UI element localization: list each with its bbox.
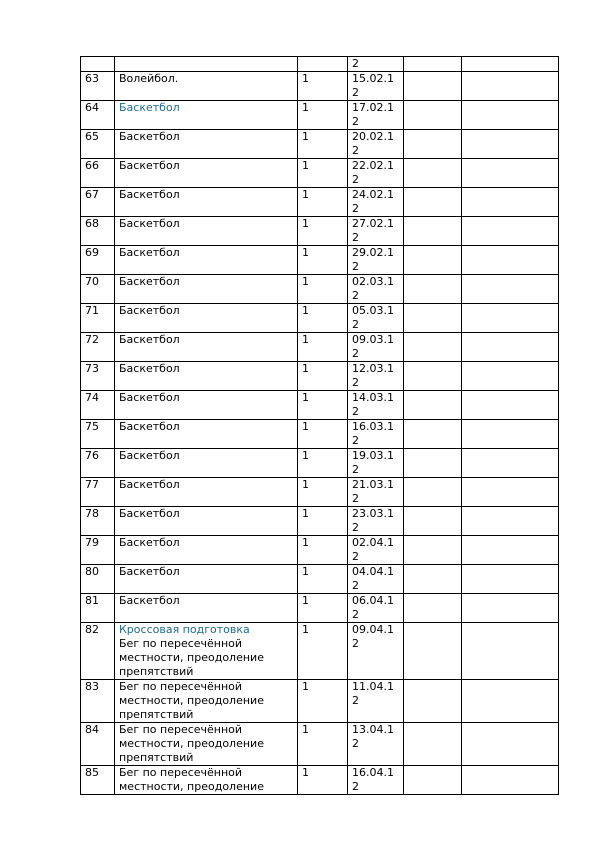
lesson-number [81,57,115,72]
actual-date-cell [404,304,462,333]
lesson-date: 11.04.12 [348,680,404,723]
lesson-number: 76 [81,449,115,478]
lesson-subject: Бег по пересечённой местности, преодоление препятствий [119,723,264,764]
table-body [81,57,559,795]
table-row [81,507,559,536]
lesson-hours: 1 [298,188,348,217]
lesson-date: 09.03.12 [348,333,404,362]
lesson-subject: Баскетбол [119,391,180,404]
lesson-number: 67 [81,188,115,217]
lesson-number: 73 [81,362,115,391]
lesson-subject: Баскетбол [119,507,180,520]
lesson-date: 22.02.12 [348,159,404,188]
actual-date-cell [404,391,462,420]
section-heading: Кроссовая подготовка [119,623,250,636]
actual-date-cell [404,536,462,565]
lesson-date: 13.04.12 [348,723,404,766]
lesson-subject: Бег по пересечённой местности, преодоление препятствий [119,637,264,678]
table-row [81,130,559,159]
lesson-number: 63 [81,72,115,101]
table-row [81,101,559,130]
lesson-hours: 1 [298,594,348,623]
lesson-number: 70 [81,275,115,304]
table-row [81,333,559,362]
lesson-subject-cell [115,304,298,333]
table-row [81,159,559,188]
table-row [81,217,559,246]
lesson-subject: Баскетбол [119,449,180,462]
notes-cell [462,507,559,536]
lesson-date: 19.03.12 [348,449,404,478]
lesson-subject: Бег по пересечённой местности, преодоление препятствий [119,680,264,721]
lesson-date: 24.02.12 [348,188,404,217]
table-row [81,723,559,766]
lesson-number: 78 [81,507,115,536]
notes-cell [462,766,559,795]
actual-date-cell [404,159,462,188]
lesson-subject: Баскетбол [119,246,180,259]
lesson-hours: 1 [298,362,348,391]
actual-date-cell [404,680,462,723]
table-row [81,536,559,565]
notes-cell [462,72,559,101]
lesson-hours: 1 [298,72,348,101]
lesson-number: 84 [81,723,115,766]
lesson-number: 74 [81,391,115,420]
actual-date-cell [404,130,462,159]
lesson-number: 82 [81,623,115,680]
actual-date-cell [404,57,462,72]
lesson-hours: 1 [298,766,348,795]
table-row [81,478,559,507]
lesson-number: 75 [81,420,115,449]
lesson-subject: Баскетбол [119,594,180,607]
lesson-number: 85 [81,766,115,795]
lesson-number: 79 [81,536,115,565]
lesson-subject: Баскетбол [119,130,180,143]
lesson-date: 02.04.12 [348,536,404,565]
lesson-subject: Баскетбол [119,362,180,375]
lesson-subject: Баскетбол [119,565,180,578]
table-row [81,362,559,391]
notes-cell [462,304,559,333]
lesson-subject-cell [115,72,298,101]
notes-cell [462,188,559,217]
table-row [81,275,559,304]
lesson-number: 68 [81,217,115,246]
lesson-subject-cell [115,246,298,275]
lesson-number: 71 [81,304,115,333]
actual-date-cell [404,507,462,536]
lesson-hours: 1 [298,680,348,723]
lesson-subject-cell [115,130,298,159]
notes-cell [462,594,559,623]
lesson-hours: 1 [298,304,348,333]
lesson-subject: Баскетбол [119,217,180,230]
actual-date-cell [404,188,462,217]
lesson-hours: 1 [298,449,348,478]
lesson-hours: 1 [298,101,348,130]
table-row [81,57,559,72]
lesson-number: 64 [81,101,115,130]
lesson-subject: Баскетбол [119,304,180,317]
lesson-subject-cell [115,188,298,217]
actual-date-cell [404,275,462,304]
lesson-subject-cell [115,766,298,795]
notes-cell [462,246,559,275]
notes-cell [462,420,559,449]
table-row [81,680,559,723]
lesson-hours: 1 [298,391,348,420]
lesson-date: 16.03.12 [348,420,404,449]
actual-date-cell [404,449,462,478]
lesson-date: 06.04.12 [348,594,404,623]
lesson-hours: 1 [298,507,348,536]
notes-cell [462,723,559,766]
actual-date-cell [404,478,462,507]
notes-cell [462,680,559,723]
lesson-hours: 1 [298,723,348,766]
lesson-subject-cell [115,449,298,478]
lesson-date: 2 [348,57,404,72]
lesson-subject-cell [115,391,298,420]
lesson-date: 09.04.12 [348,623,404,680]
lesson-subject-cell [115,217,298,246]
actual-date-cell [404,101,462,130]
lesson-subject: Баскетбол [119,275,180,288]
lesson-hours: 1 [298,333,348,362]
lesson-hours: 1 [298,623,348,680]
notes-cell [462,536,559,565]
lesson-number: 69 [81,246,115,275]
lesson-hours [298,57,348,72]
notes-cell [462,159,559,188]
lesson-number: 65 [81,130,115,159]
lesson-subject-cell [115,536,298,565]
lesson-hours: 1 [298,420,348,449]
notes-cell [462,478,559,507]
lesson-hours: 1 [298,275,348,304]
lesson-schedule-table [80,56,559,795]
lesson-hours: 1 [298,217,348,246]
notes-cell [462,391,559,420]
table-row [81,420,559,449]
lesson-hours: 1 [298,159,348,188]
lesson-date: 15.02.12 [348,72,404,101]
lesson-subject: Баскетбол [119,101,180,114]
lesson-subject-cell [115,565,298,594]
lesson-number: 72 [81,333,115,362]
lesson-date: 04.04.12 [348,565,404,594]
actual-date-cell [404,420,462,449]
lesson-subject-cell [115,723,298,766]
lesson-subject-cell [115,362,298,391]
actual-date-cell [404,623,462,680]
lesson-date: 14.03.12 [348,391,404,420]
actual-date-cell [404,565,462,594]
lesson-date: 23.03.12 [348,507,404,536]
notes-cell [462,362,559,391]
lesson-date: 05.03.12 [348,304,404,333]
lesson-subject-cell [115,101,298,130]
lesson-subject: Бег по пересечённой местности, преодоление [119,766,264,793]
lesson-subject-cell [115,420,298,449]
lesson-date: 27.02.12 [348,217,404,246]
lesson-hours: 1 [298,536,348,565]
lesson-date: 17.02.12 [348,101,404,130]
lesson-date: 12.03.12 [348,362,404,391]
actual-date-cell [404,594,462,623]
lesson-subject-cell [115,57,298,72]
notes-cell [462,623,559,680]
notes-cell [462,565,559,594]
lesson-subject: Баскетбол [119,333,180,346]
notes-cell [462,275,559,304]
table-row [81,449,559,478]
lesson-subject: Волейбол. [119,72,179,85]
actual-date-cell [404,72,462,101]
lesson-number: 80 [81,565,115,594]
lesson-subject-cell [115,275,298,304]
table-row [81,391,559,420]
table-row [81,304,559,333]
lesson-number: 66 [81,159,115,188]
lesson-hours: 1 [298,130,348,159]
lesson-subject-cell [115,680,298,723]
notes-cell [462,449,559,478]
notes-cell [462,101,559,130]
notes-cell [462,57,559,72]
table-row [81,623,559,680]
lesson-hours: 1 [298,565,348,594]
notes-cell [462,130,559,159]
lesson-date: 29.02.12 [348,246,404,275]
table-row [81,766,559,795]
lesson-subject-cell [115,159,298,188]
actual-date-cell [404,766,462,795]
table-row [81,72,559,101]
lesson-subject: Баскетбол [119,536,180,549]
lesson-subject: Баскетбол [119,420,180,433]
lesson-subject: Баскетбол [119,188,180,201]
table-row [81,594,559,623]
table-row [81,188,559,217]
lesson-date: 20.02.12 [348,130,404,159]
lesson-date: 21.03.12 [348,478,404,507]
table-row [81,565,559,594]
lesson-subject-cell [115,507,298,536]
actual-date-cell [404,723,462,766]
lesson-subject-cell [115,333,298,362]
notes-cell [462,333,559,362]
lesson-subject: Баскетбол [119,159,180,172]
notes-cell [462,217,559,246]
lesson-date: 02.03.12 [348,275,404,304]
table-row [81,246,559,275]
lesson-number: 83 [81,680,115,723]
lesson-subject-cell [115,623,298,680]
actual-date-cell [404,362,462,391]
actual-date-cell [404,217,462,246]
lesson-date: 16.04.12 [348,766,404,795]
lesson-number: 77 [81,478,115,507]
lesson-hours: 1 [298,246,348,275]
lesson-subject-cell [115,478,298,507]
lesson-subject-cell [115,594,298,623]
actual-date-cell [404,333,462,362]
lesson-subject: Баскетбол [119,478,180,491]
actual-date-cell [404,246,462,275]
lesson-hours: 1 [298,478,348,507]
lesson-number: 81 [81,594,115,623]
